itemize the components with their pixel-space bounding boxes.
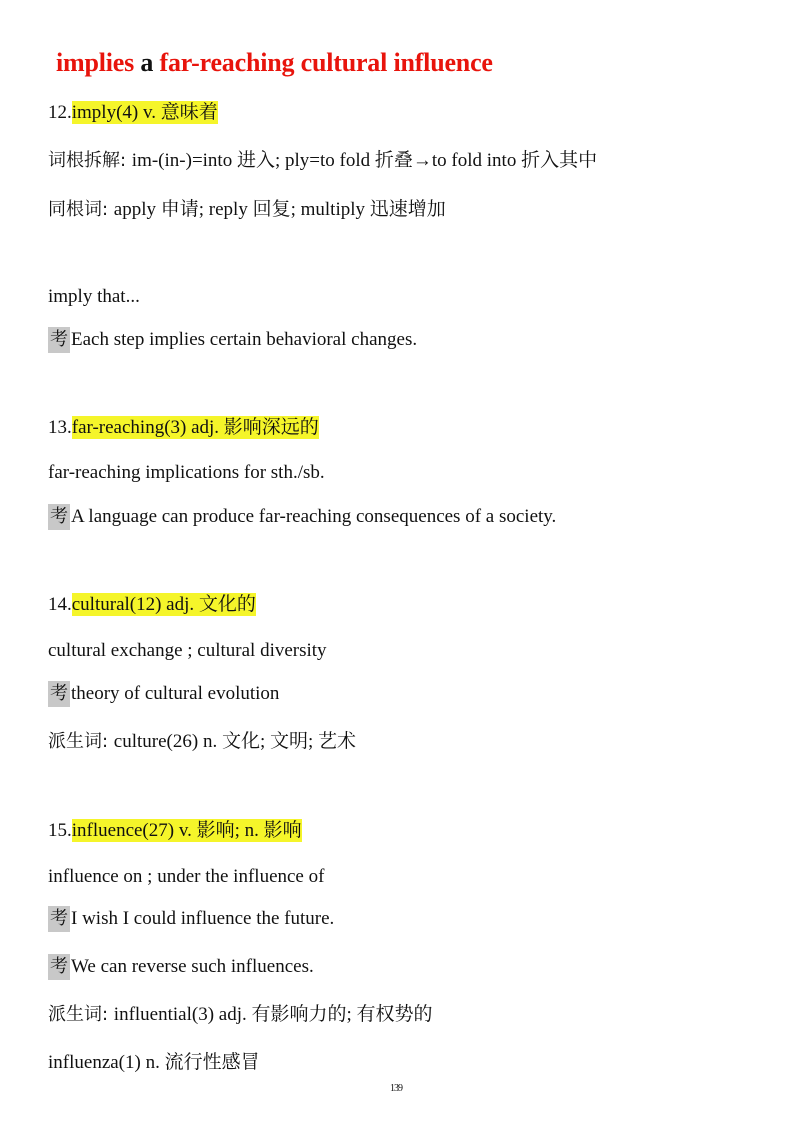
exam-mark-badge: 考 <box>48 954 70 980</box>
entry-15-extra: influenza(1) n. 流行性感冒 <box>48 1052 260 1073</box>
entry-12-cognates <box>48 197 446 223</box>
entry-15-derived-text: influential(3) adj. 有影响力的; 有权势的 <box>113 1004 433 1025</box>
entry-13-headword: far-reaching(3) adj. 影响深远的 <box>71 417 319 438</box>
entry-14-exam <box>48 681 279 707</box>
entry-12-heading <box>48 100 218 126</box>
entry-15-exam-text-2: We can reverse such influences. <box>71 956 314 977</box>
entry-14-derived-label: 派生词: <box>48 731 114 752</box>
exam-mark-badge: 考 <box>48 906 70 932</box>
entry-12-cognate-text: apply 申请; reply 回复; multiply 迅速增加 <box>113 199 446 220</box>
page-title <box>56 48 493 78</box>
page-number: 139 <box>390 1083 402 1094</box>
entry-13-exam-text: A language can produce far-reaching consequences of a society. <box>71 506 557 527</box>
entry-12-number: 12. <box>48 102 72 123</box>
entry-12-exam <box>48 327 417 353</box>
entry-12-cognate-label: 同根词: <box>48 199 114 220</box>
exam-mark-badge: 考 <box>48 327 70 353</box>
entry-14-derived <box>48 729 356 755</box>
entry-12-exam-text: Each step implies certain behavioral changes. <box>71 329 418 350</box>
entry-15-headword: influence(27) v. 影响; n. 影响 <box>71 820 302 841</box>
entry-12-root <box>48 148 597 174</box>
entry-15-number: 15. <box>48 820 72 841</box>
entry-15-exam-2 <box>48 954 314 980</box>
title-word-far-reaching: far-reaching <box>159 48 295 77</box>
entry-14-number: 14. <box>48 594 72 615</box>
entry-12-headword: imply(4) v. 意味着 <box>71 102 218 123</box>
entry-15-exam-1 <box>48 906 334 932</box>
exam-mark-badge: 考 <box>48 681 70 707</box>
entry-12-root-label: 词根拆解: <box>48 150 132 171</box>
entry-15-exam-text-1: I wish I could influence the future. <box>71 908 335 929</box>
entry-14-phrase: cultural exchange ; cultural diversity <box>48 640 327 661</box>
title-word-implies: implies <box>56 48 135 77</box>
entry-13-number: 13. <box>48 417 72 438</box>
entry-15-derived <box>48 1002 433 1028</box>
entry-13-phrase: far-reaching implications for sth./sb. <box>48 462 325 483</box>
entry-15-heading <box>48 818 302 844</box>
entry-12-root-text: im-(in-)=into 进入; ply=to fold 折叠→to fold into 折入其中 <box>131 150 598 171</box>
title-word-cultural: cultural <box>300 48 388 77</box>
title-word-a: a <box>140 48 154 77</box>
entry-15-derived-label: 派生词: <box>48 1004 114 1025</box>
entry-12-phrase: imply that... <box>48 286 140 307</box>
entry-14-heading <box>48 592 256 618</box>
entry-13-exam <box>48 504 556 530</box>
entry-14-derived-text: culture(26) n. 文化; 文明; 艺术 <box>113 731 357 752</box>
entry-13-heading <box>48 415 319 441</box>
title-word-influence: influence <box>393 48 493 77</box>
entry-14-exam-text: theory of cultural evolution <box>71 683 280 704</box>
entry-14-headword: cultural(12) adj. 文化的 <box>71 594 256 615</box>
entry-15-phrase: influence on ; under the influence of <box>48 866 325 887</box>
exam-mark-badge: 考 <box>48 504 70 530</box>
